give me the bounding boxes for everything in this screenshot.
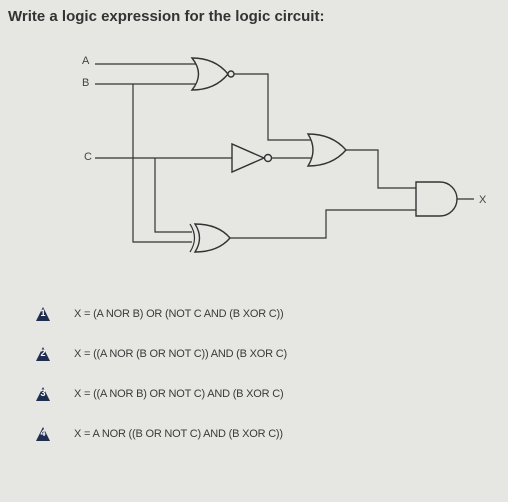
badge-1-icon: 1 [36, 307, 50, 321]
input-label-b: B [82, 77, 90, 89]
nor-gate [192, 58, 234, 90]
or-gate-upper [308, 134, 346, 166]
input-label-c: C [84, 151, 92, 163]
option-2-text: X = ((A NOR (B OR NOT C)) AND (B XOR C) [74, 348, 287, 360]
badge-4-icon: 4 [36, 427, 50, 441]
output-label-x: X [479, 194, 487, 206]
option-3-text: X = ((A NOR B) OR NOT C) AND (B XOR C) [74, 388, 284, 400]
option-4[interactable] [36, 424, 283, 444]
xor-gate [190, 224, 230, 252]
option-1[interactable] [36, 304, 283, 324]
option-4-text: X = A NOR ((B OR NOT C) AND (B XOR C)) [74, 428, 283, 440]
wire-nor-output [234, 74, 312, 140]
badge-3-icon: 3 [36, 387, 50, 401]
and-gate [416, 182, 457, 216]
option-3[interactable] [36, 384, 283, 404]
option-1-text: X = (A NOR B) OR (NOT C AND (B XOR C)) [74, 308, 284, 320]
input-label-a: A [82, 55, 90, 67]
option-2[interactable] [36, 344, 287, 364]
question-title: Write a logic expression for the logic circuit: [8, 8, 325, 25]
wire-c-branch [155, 158, 192, 232]
logic-circuit-diagram [0, 30, 508, 280]
wire-xor-output [230, 210, 416, 238]
badge-2-icon: 2 [36, 347, 50, 361]
not-gate [232, 144, 272, 172]
wire-or-output [346, 150, 416, 188]
wire-b-branch [133, 84, 192, 242]
